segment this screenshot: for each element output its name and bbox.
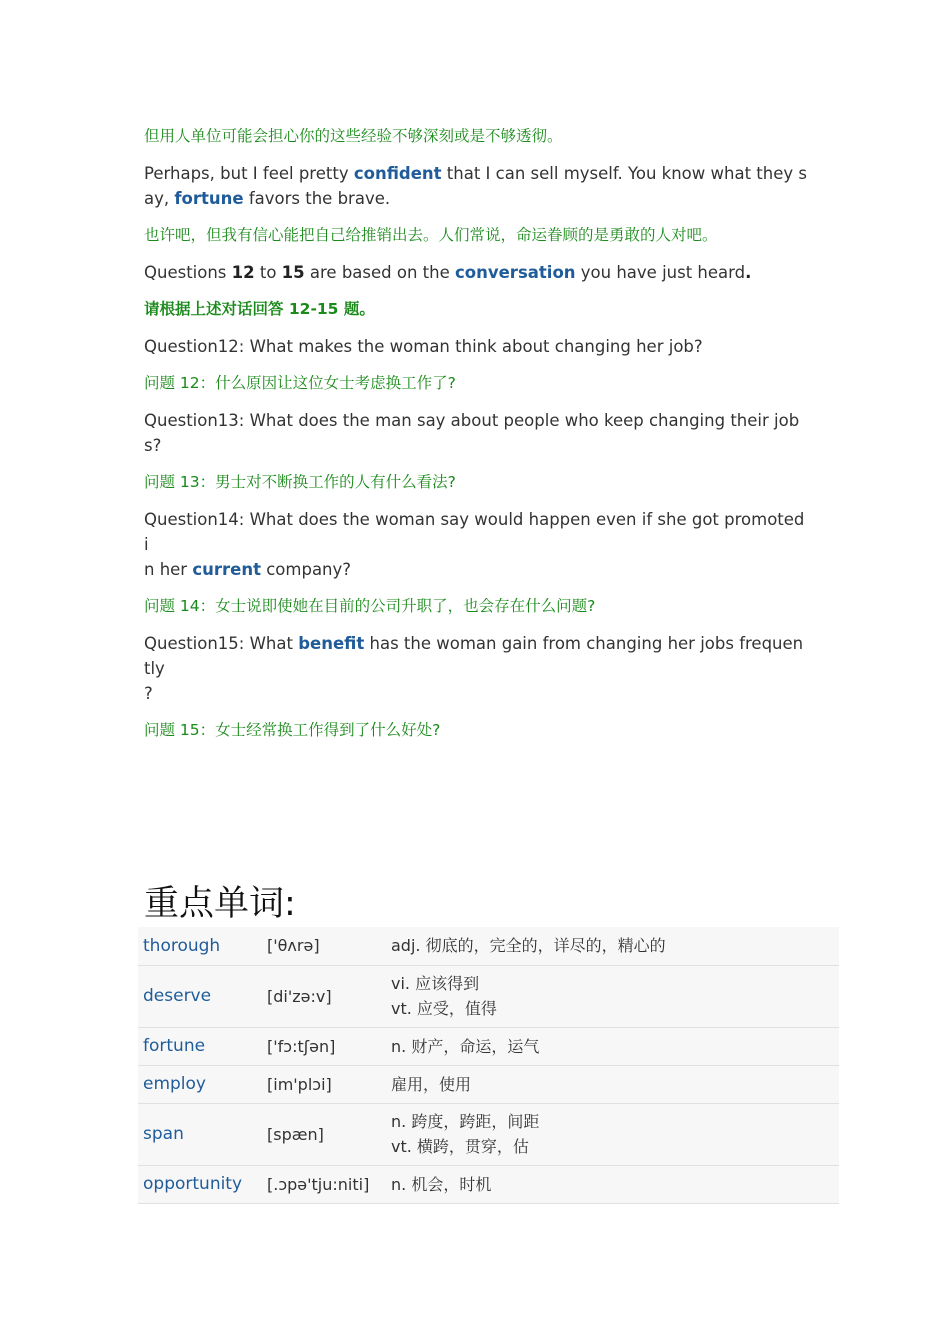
questions-intro (144, 260, 809, 285)
vocab-word[interactable]: opportunity (138, 1165, 262, 1203)
vocab-table (138, 927, 839, 1204)
question-13-chinese: 问题 13：男士对不断换工作的人有什么看法? (144, 473, 456, 491)
vocab-row (138, 1103, 839, 1165)
vocab-word[interactable]: span (138, 1103, 262, 1165)
text-segment: Questions (144, 263, 232, 282)
question-12-chinese: 问题 12：什么原因让这位女士考虑换工作了? (144, 374, 456, 392)
meaning-line: n. 机会，时机 (391, 1174, 492, 1194)
text-segment: company? (260, 560, 352, 579)
question-15 (144, 631, 809, 706)
vocab-phonetic: ['θʌrə] (262, 927, 386, 965)
vocab-meaning (386, 965, 839, 1027)
meaning-line: 雇用，使用 (391, 1074, 472, 1094)
text-segment: Question15: What (144, 634, 299, 653)
vocab-meaning (386, 1165, 839, 1203)
meaning-line: vt. 横跨，贯穿，估 (391, 1137, 529, 1156)
meaning-line: vi. 应该得到 (391, 974, 480, 993)
question-12: Question12: What makes the woman think about changing her job? (144, 337, 703, 356)
meaning-line: n. 跨度，跨距，间距 (391, 1112, 540, 1131)
text-segment: are based on the (304, 263, 455, 282)
chinese-translation: 但用人单位可能会担心你的这些经验不够深刻或是不够透彻。 (144, 127, 563, 145)
vocab-phonetic: [.ɔpə'tju:niti] (262, 1165, 386, 1203)
keyword-benefit: benefit (298, 634, 365, 653)
question-13: Question13: What does the man say about people who keep changing their jobs? (144, 411, 800, 455)
text-segment: to (254, 263, 282, 282)
text-segment: favors the brave. (243, 189, 391, 208)
keyword-confident: confident (353, 164, 442, 183)
text-segment: you have just heard (575, 263, 746, 282)
question-number: 15 (281, 263, 305, 282)
text-segment: Perhaps, but I feel pretty (144, 164, 354, 183)
question-14-chinese: 问题 14：女士说即使她在目前的公司升职了，也会存在什么问题? (144, 597, 596, 615)
dialogue-section (144, 124, 809, 755)
vocab-meaning (386, 927, 839, 965)
vocab-row (138, 965, 839, 1027)
meaning-line: n. 财产，命运，运气 (391, 1036, 540, 1056)
question-15-chinese: 问题 15：女士经常换工作得到了什么好处? (144, 721, 441, 739)
vocab-phonetic: [spæn] (262, 1103, 386, 1165)
vocab-phonetic: [di'zə:v] (262, 965, 386, 1027)
vocab-word[interactable]: thorough (138, 927, 262, 965)
vocab-word[interactable]: deserve (138, 965, 262, 1027)
text-segment: has the woman gain from changing her jobs frequently (144, 634, 804, 678)
vocab-phonetic: [im'plɔi] (262, 1065, 386, 1103)
text-segment: Question14: What does the woman say would happen even if she got promoted i (144, 510, 805, 554)
vocab-word[interactable]: employ (138, 1065, 262, 1103)
meaning-line: vt. 应受，值得 (391, 999, 497, 1018)
vocab-row (138, 1165, 839, 1203)
dialogue-line (144, 161, 809, 211)
vocab-row (138, 927, 839, 965)
vocab-row (138, 1065, 839, 1103)
chinese-translation: 也许吧，但我有信心能把自己给推销出去。人们常说，命运眷顾的是勇敢的人对吧。 (144, 226, 718, 244)
vocab-word[interactable]: fortune (138, 1027, 262, 1065)
keyword-conversation: conversation (455, 263, 576, 282)
text-segment: ? (144, 684, 153, 703)
vocab-meaning (386, 1027, 839, 1065)
question-number: 12 (231, 263, 255, 282)
question-14 (144, 507, 809, 582)
meaning-line: adj. 彻底的，完全的，详尽的，精心的 (391, 936, 666, 956)
text-segment: that I can sell myself. You know what they say, (144, 164, 807, 208)
vocab-row (138, 1027, 839, 1065)
vocab-meaning (386, 1103, 839, 1165)
vocab-phonetic: ['fɔ:tʃən] (262, 1027, 386, 1065)
vocab-meaning (386, 1065, 839, 1103)
questions-intro-chinese: 请根据上述对话回答 12-15 题。 (144, 300, 375, 318)
keyword-current: current (192, 560, 261, 579)
keyword-fortune: fortune (174, 189, 244, 208)
text-segment: n her (144, 560, 193, 579)
vocab-heading: 重点单词: (144, 884, 296, 924)
text-segment: . (745, 263, 752, 282)
